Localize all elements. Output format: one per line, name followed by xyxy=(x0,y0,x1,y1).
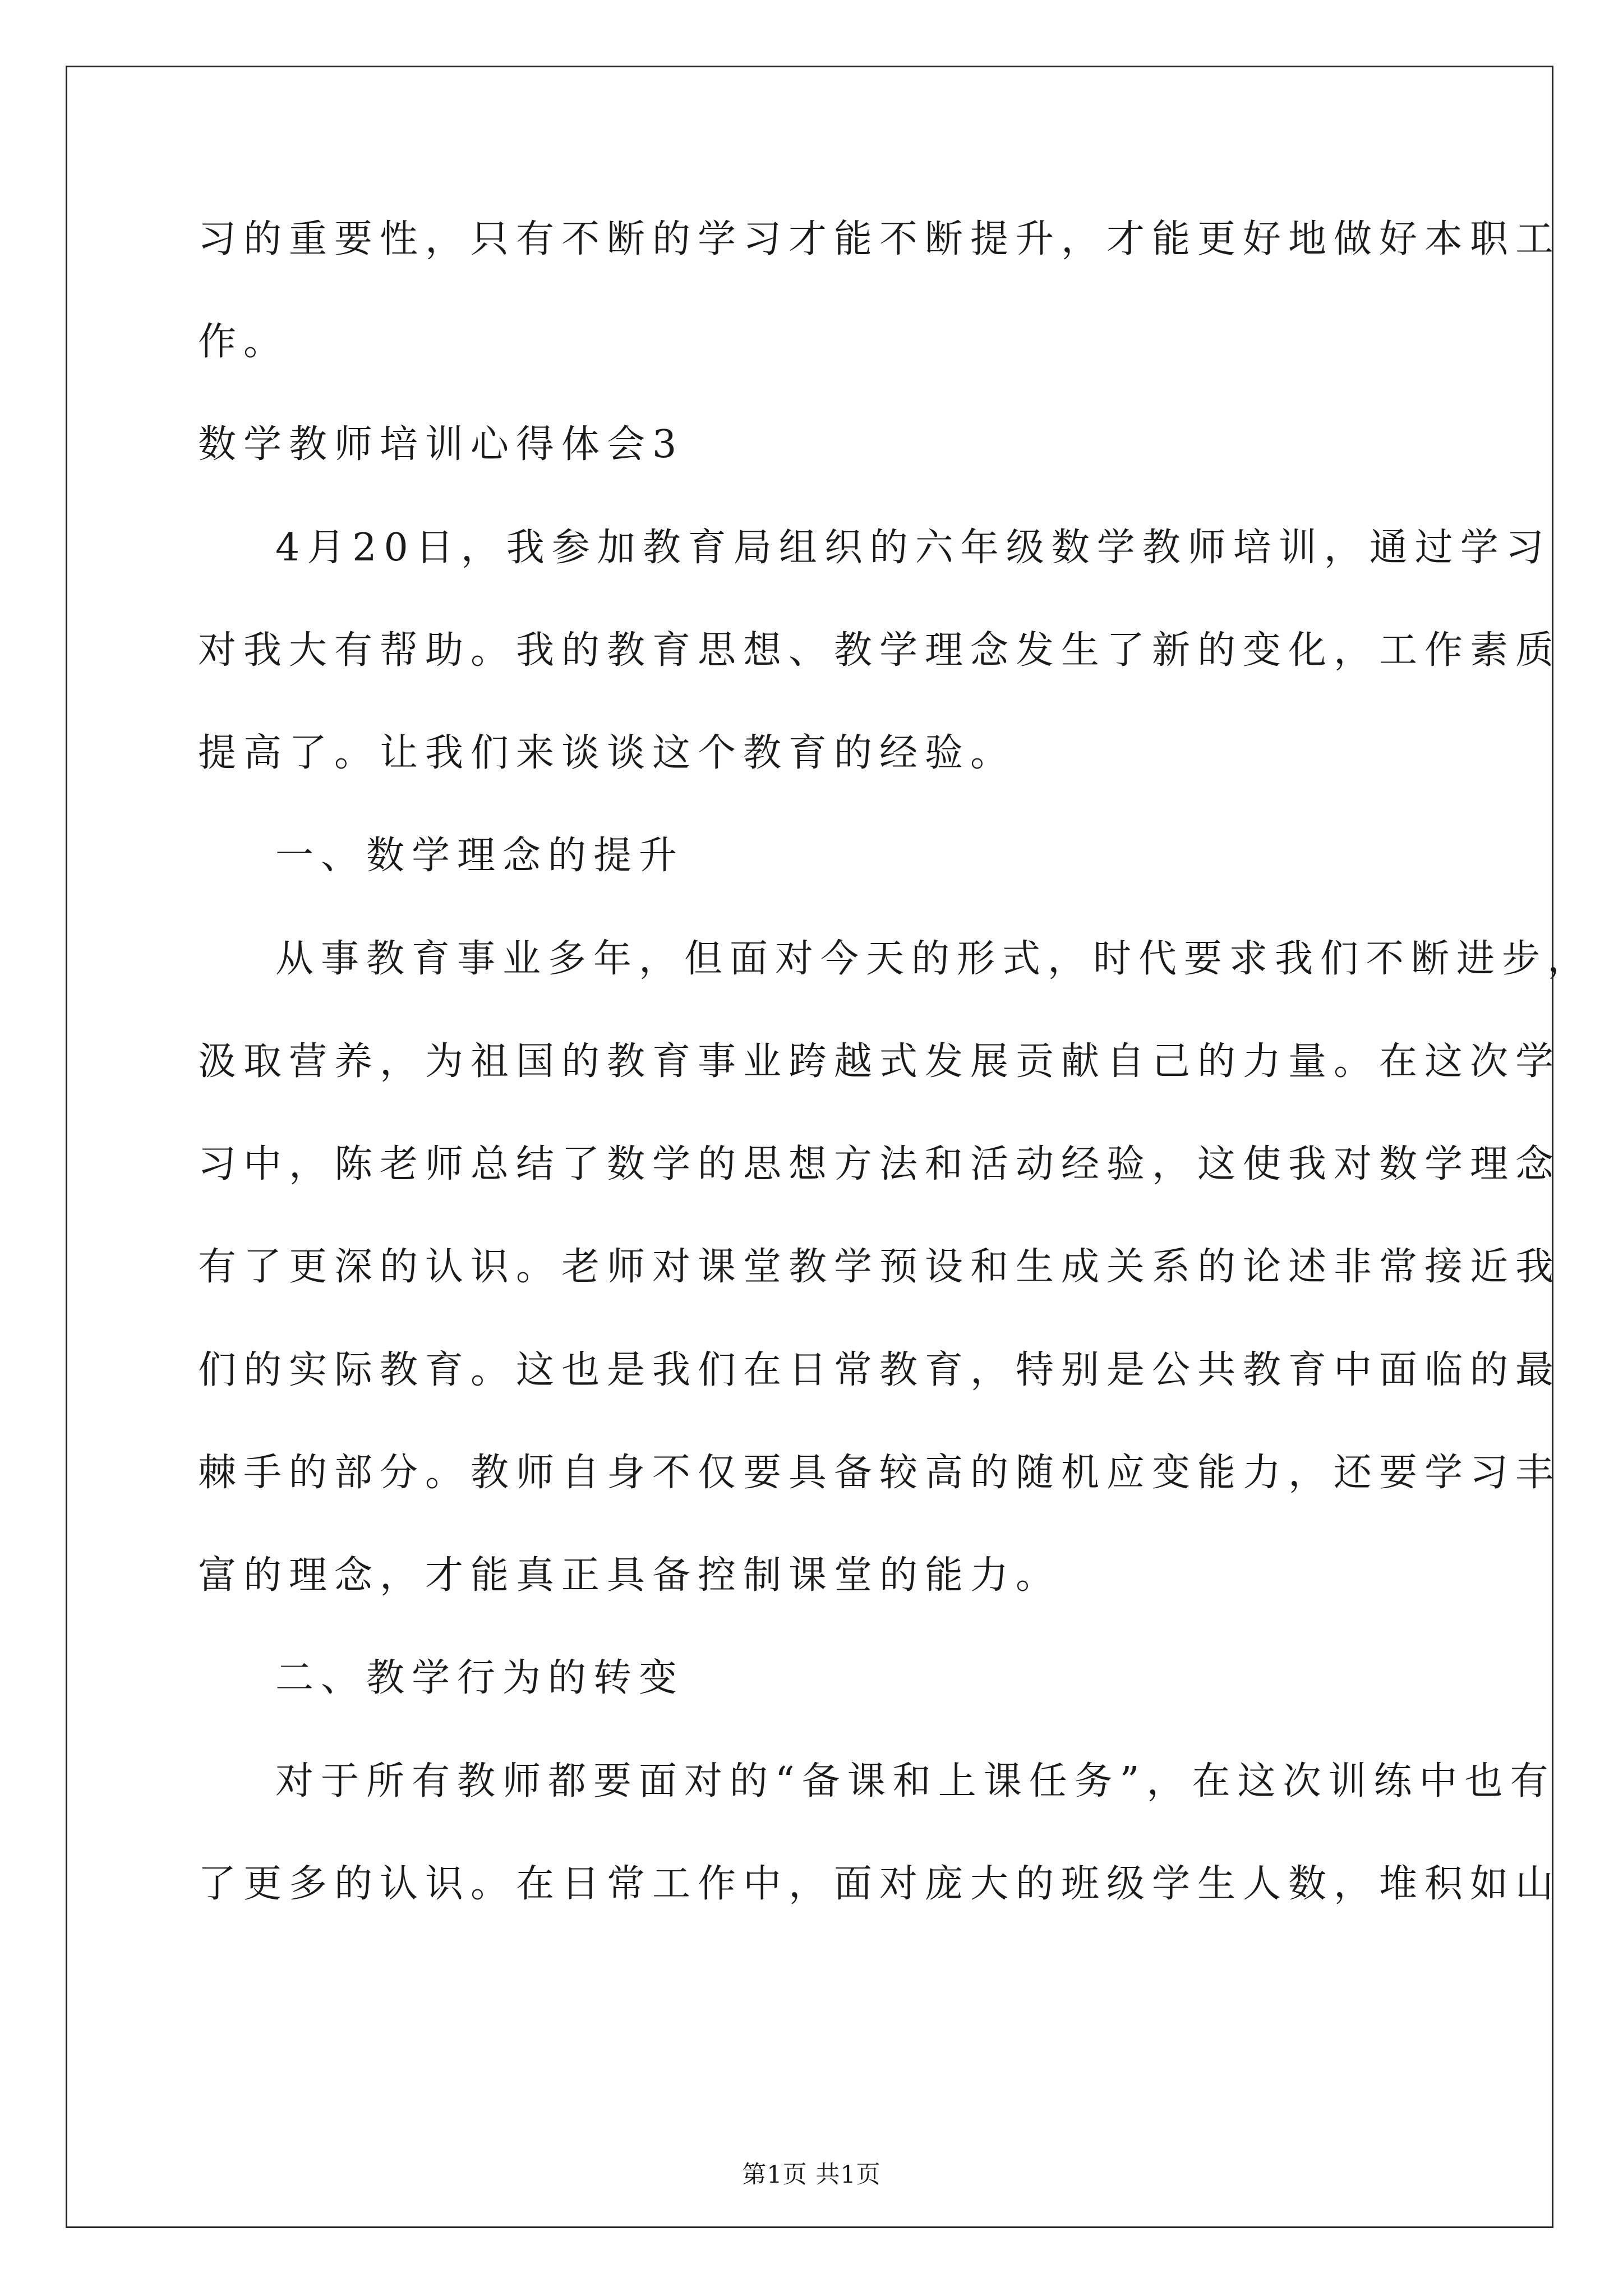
document-body xyxy=(198,217,1593,2124)
paragraph-line: 了更多的认识。在日常工作中，面对庞大的班级学生人数，堆积如山 xyxy=(198,1862,1561,1906)
paragraph-line: 作。 xyxy=(198,320,289,364)
paragraph-line: 有了更深的认识。老师对课堂教学预设和生成关系的论述非常接近我 xyxy=(198,1245,1561,1289)
paragraph-line: 从事教育事业多年，但面对今天的形式，时代要求我们不断进步， xyxy=(275,937,1593,981)
paragraph-line: 提高了。让我们来谈谈这个教育的经验。 xyxy=(198,731,1016,775)
page-footer: 第1页 共1页 xyxy=(742,2161,881,2189)
paragraph-line: 棘手的部分。教师自身不仅要具备较高的随机应变能力，还要学习丰 xyxy=(198,1451,1561,1495)
paragraph-line: 对我大有帮助。我的教育思想、教学理念发生了新的变化，工作素质 xyxy=(198,628,1561,673)
subheading: 二、教学行为的转变 xyxy=(275,1656,685,1700)
paragraph-line: 们的实际教育。这也是我们在日常教育，特别是公共教育中面临的最 xyxy=(198,1348,1561,1392)
paragraph-line: 汲取营养，为祖国的教育事业跨越式发展贡献自己的力量。在这次学 xyxy=(198,1039,1561,1084)
subheading: 一、数学理念的提升 xyxy=(275,834,685,878)
section-title: 数学教师培训心得体会3 xyxy=(198,422,684,467)
paragraph-line: 对于所有教师都要面对的“备课和上课任务”，在这次训练中也有 xyxy=(275,1759,1556,1803)
paragraph-line: 习的重要性，只有不断的学习才能不断提升，才能更好地做好本职工 xyxy=(198,217,1561,261)
paragraph-line: 4月20日，我参加教育局组织的六年级数学教师培训，通过学习 xyxy=(275,526,1551,570)
paragraph-line: 习中，陈老师总结了数学的思想方法和活动经验，这使我对数学理念 xyxy=(198,1142,1561,1186)
paragraph-line: 富的理念，才能真正具备控制课堂的能力。 xyxy=(198,1553,1062,1598)
